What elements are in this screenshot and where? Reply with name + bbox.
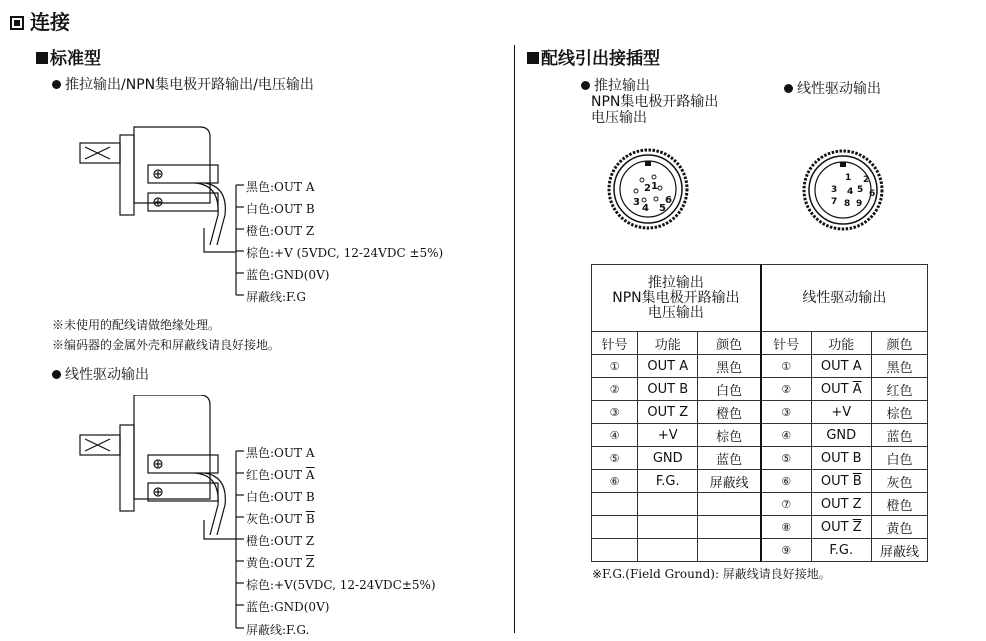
- bullet-icon: [581, 81, 590, 90]
- wire-label-2-2: 红色:OUT $\overline{A}$: [246, 468, 315, 482]
- page-title: 连接: [10, 6, 70, 35]
- pin-label: 3: [633, 197, 640, 208]
- wire-label-2-8: 蓝色:GND(0V): [246, 600, 330, 614]
- heading-square-icon: [527, 52, 539, 64]
- note-insulation: ※未使用的配线请做绝缘处理。: [52, 318, 221, 332]
- wire-label-2-3: 白色:OUT B: [246, 490, 315, 504]
- table-row: ⑤ GND 蓝色 ⑤ OUT B 白色: [592, 447, 928, 470]
- pin-label: 2: [863, 175, 870, 185]
- connector-sub-right: 线性驱动输出: [784, 78, 881, 98]
- pin-label: 5: [659, 203, 666, 214]
- connector-sub-left: 推拉输出 NPN集电极开路输出 电压输出: [581, 78, 718, 126]
- pin-label: 2: [644, 183, 651, 194]
- col-label: 功能: [638, 332, 698, 355]
- table-col-label-row: [592, 332, 928, 355]
- table-row: ⑦ OUT Z 橙色: [592, 493, 928, 516]
- wire-label-2-1: 黑色:OUT A: [246, 446, 315, 460]
- wire-bracket-2: [200, 444, 250, 634]
- table-row: ⑥ F.G. 屏蔽线 ⑥ OUT $\overline{B}$ 灰色: [592, 470, 928, 493]
- wire-label-1-6: 屏蔽线:F.G: [246, 290, 306, 304]
- table-row: ④ +V 棕色 ④ GND 蓝色: [592, 424, 928, 447]
- col-label: 针号: [761, 332, 811, 355]
- pin-label: 6: [869, 189, 876, 199]
- wire-label-2-7: 棕色:+V(5VDC, 12-24VDC±5%): [246, 578, 436, 592]
- col-label: 针号: [592, 332, 638, 355]
- table-row: ② OUT B 白色 ② OUT $\overline{A}$ 红色: [592, 378, 928, 401]
- fg-note: ※F.G.(Field Ground): 屏蔽线请良好接地。: [592, 567, 831, 581]
- wire-label-2-5: 橙色:OUT Z: [246, 534, 315, 548]
- connector-6pin-icon: [606, 147, 690, 231]
- pin-label: 5: [857, 185, 864, 195]
- pin-table: [591, 264, 928, 562]
- head-left: 推拉输出 NPN集电极开路输出 电压输出: [592, 265, 761, 332]
- bullet-icon: [52, 80, 61, 89]
- standard-heading: 标准型: [36, 44, 101, 69]
- table-header-row: [592, 265, 928, 332]
- wire-label-2-6: 黄色:OUT $\overline{Z}$: [246, 556, 315, 570]
- shaft-icon: [80, 143, 120, 163]
- col-label: 颜色: [698, 332, 761, 355]
- pin-label: 4: [847, 187, 854, 197]
- wire-label-2-4: 灰色:OUT $\overline{B}$: [246, 512, 315, 526]
- pin-label: 1: [845, 173, 852, 183]
- wire-label-1-1: 黑色:OUT A: [246, 180, 315, 194]
- pin-label: 4: [642, 203, 649, 214]
- col-label: 颜色: [871, 332, 927, 355]
- standard-sub2: 线性驱动输出: [52, 364, 149, 384]
- section-divider: [514, 45, 515, 633]
- table-row: ⑧ OUT $\overline{Z}$ 黄色: [592, 516, 928, 539]
- wire-label-1-3: 橙色:OUT Z: [246, 224, 315, 238]
- title-box-icon: [10, 16, 24, 30]
- col-label: 功能: [811, 332, 871, 355]
- standard-sub1: 推拉输出/NPN集电极开路输出/电压输出: [52, 74, 314, 94]
- connector-9pin-icon: [801, 148, 885, 232]
- table-row: ⑨ F.G. 屏蔽线: [592, 539, 928, 562]
- heading-square-icon: [36, 52, 48, 64]
- wire-label-2-9: 屏蔽线:F.G.: [246, 623, 310, 637]
- pin-label: 6: [665, 195, 672, 206]
- bullet-icon: [52, 370, 61, 379]
- wire-bracket-1: [200, 178, 250, 308]
- head-right: 线性驱动输出: [761, 265, 928, 332]
- wire-label-1-5: 蓝色:GND(0V): [246, 268, 330, 282]
- pin-label: 8: [844, 199, 851, 209]
- connector-heading: 配线引出接插型: [527, 44, 660, 69]
- wire-label-1-2: 白色:OUT B: [246, 202, 315, 216]
- bullet-icon: [784, 84, 793, 93]
- wire-label-1-4: 棕色:+V (5VDC, 12-24VDC ±5%): [246, 246, 444, 260]
- note-grounding: ※编码器的金属外壳和屏蔽线请良好接地。: [52, 338, 281, 352]
- pin-label: 7: [831, 197, 838, 207]
- table-row: ③ OUT Z 橙色 ③ +V 棕色: [592, 401, 928, 424]
- table-row: ① OUT A 黑色 ① OUT A 黑色: [592, 355, 928, 378]
- pin-label: 1: [651, 181, 658, 192]
- pin-label: 9: [856, 199, 863, 209]
- pin-label: 3: [831, 185, 838, 195]
